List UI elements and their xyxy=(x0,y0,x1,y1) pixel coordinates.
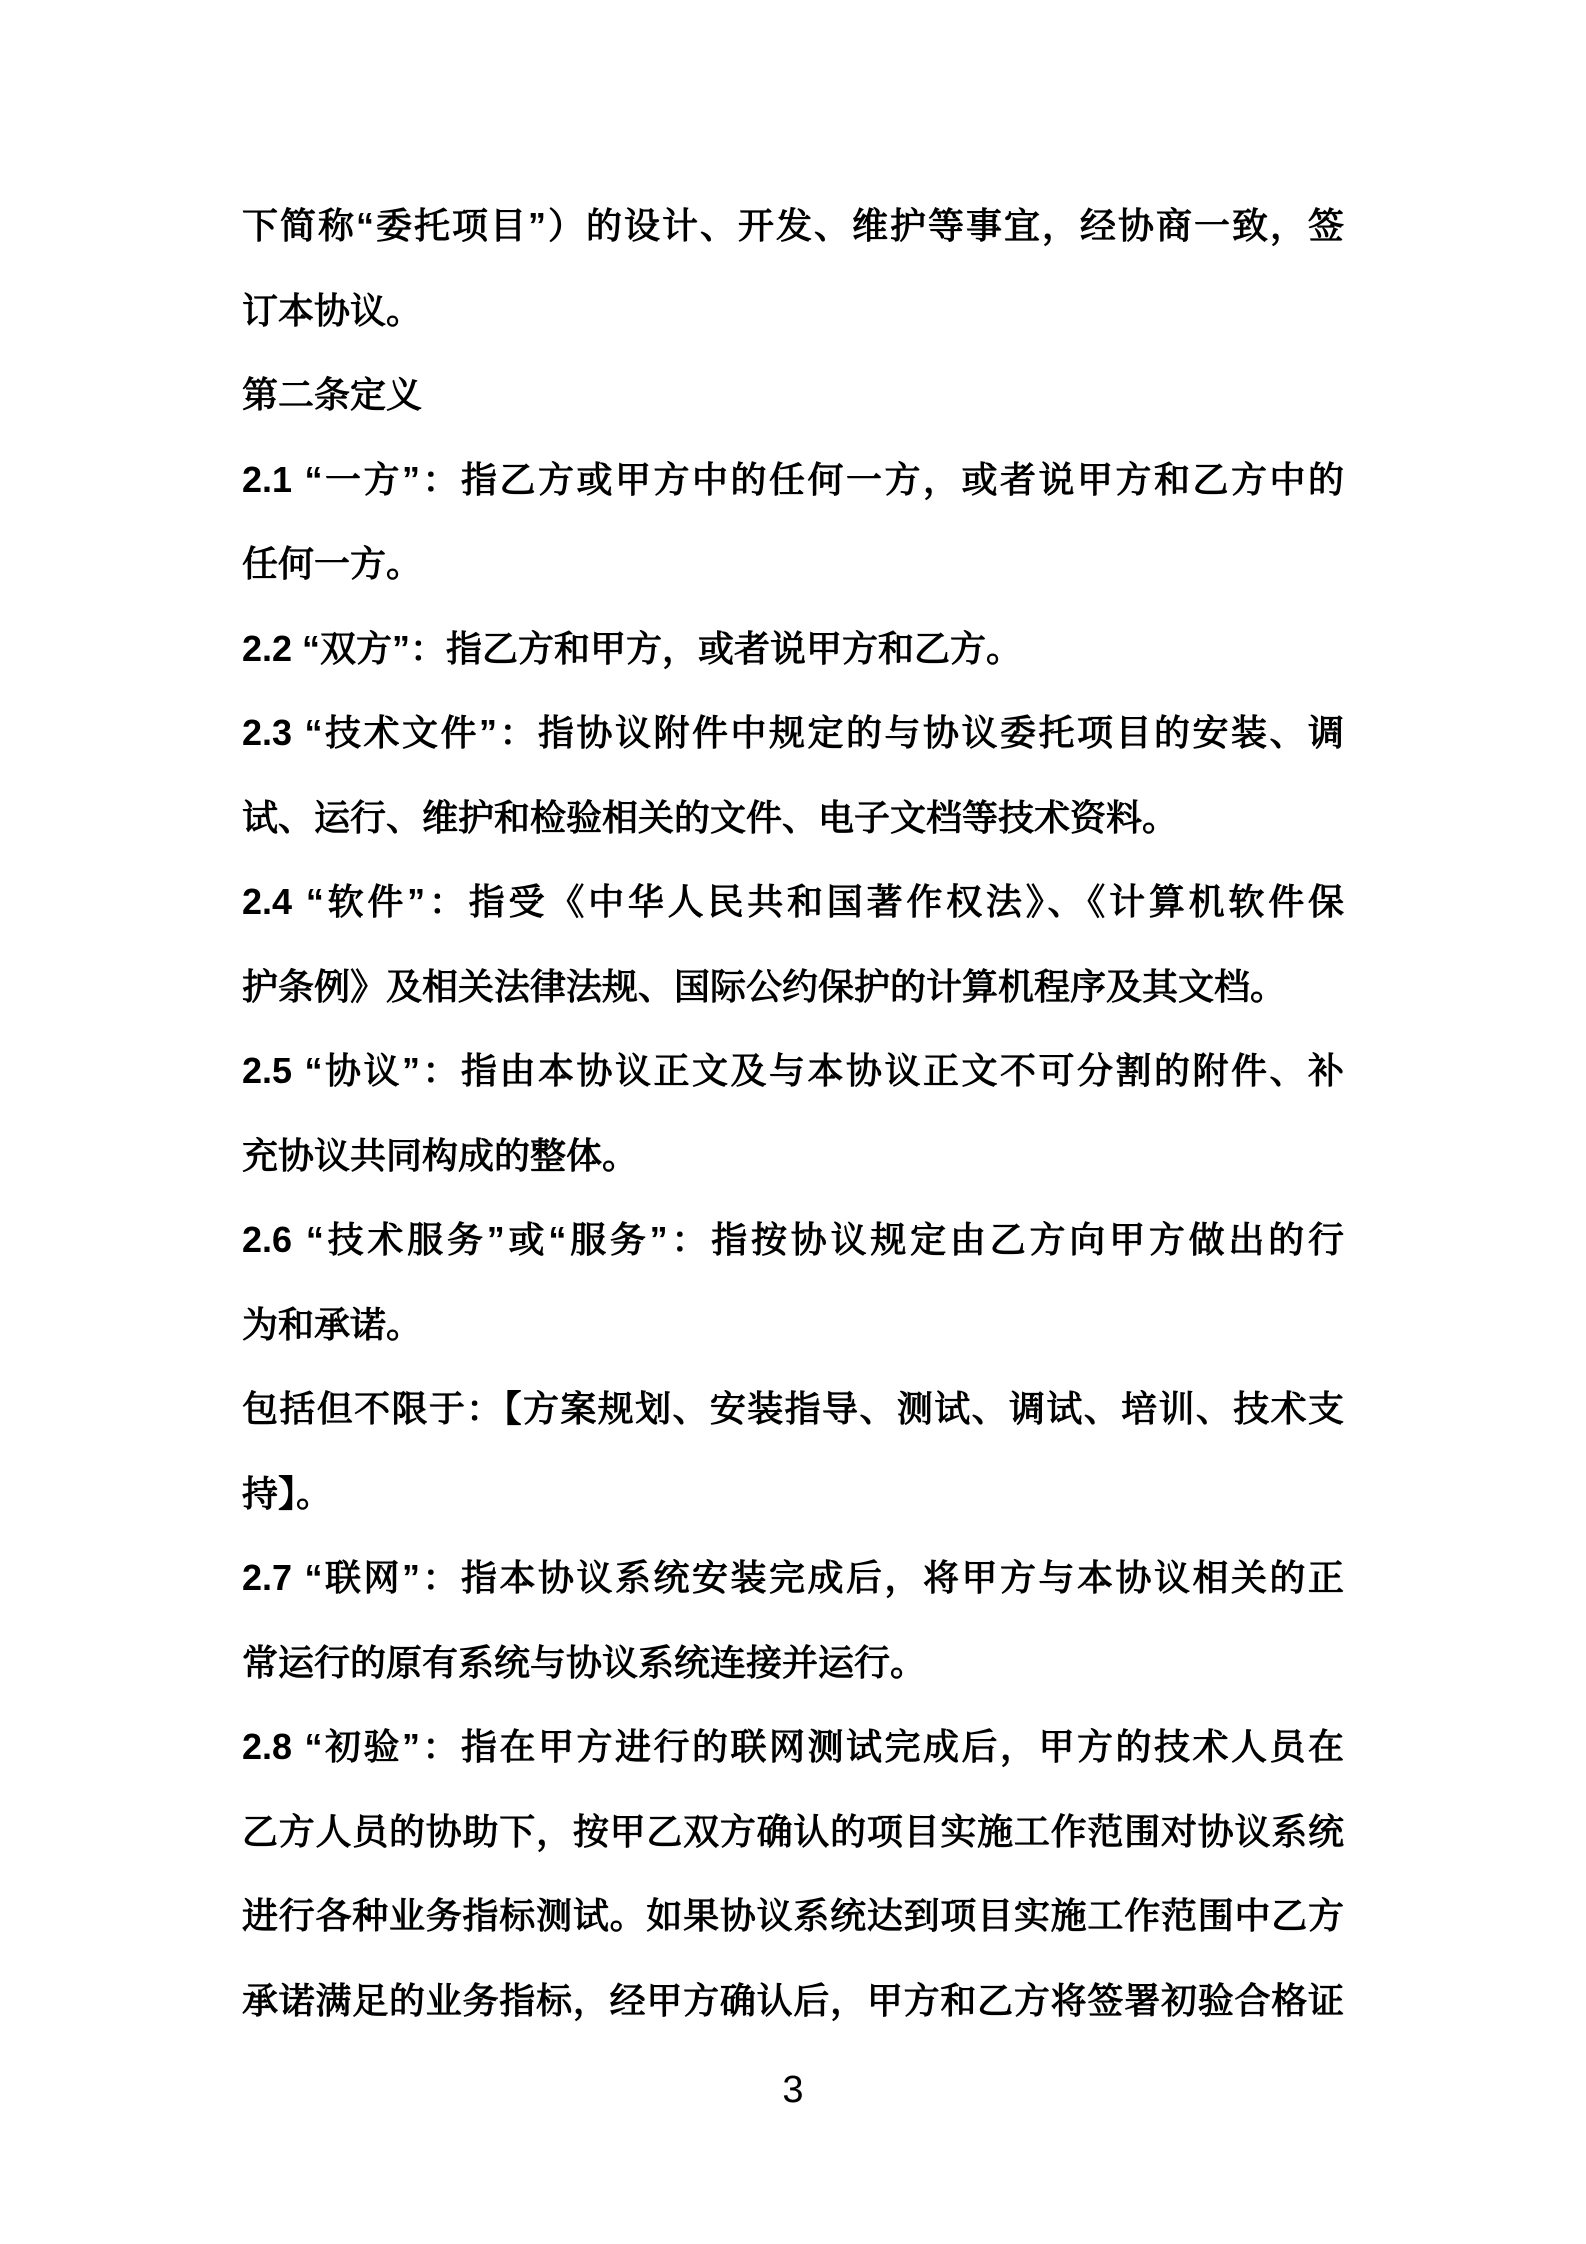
text-line: 常运行的原有系统与协议系统连接并运行。 xyxy=(242,1641,927,1683)
document-body xyxy=(242,184,1344,2043)
text-line: 2.1 “一方”：指乙方或甲方中的任何一方，或者说甲方和乙方中的 xyxy=(242,458,1344,500)
text-line: 2.3 “技术文件”：指协议附件中规定的与协议委托项目的安装、调 xyxy=(242,712,1344,753)
text-line: 任何一方。 xyxy=(242,543,423,584)
text-line: 护条例》及相关法律法规、国际公约保护的计算机程序及其文档。 xyxy=(242,965,1287,1007)
text-line: 充协议共同构成的整体。 xyxy=(242,1134,639,1176)
text-line: 为和承诺。 xyxy=(242,1303,423,1345)
text-line: 试、运行、维护和检验相关的文件、电子文档等技术资料。 xyxy=(242,796,1179,838)
text-line: 订本协议。 xyxy=(242,289,423,331)
text-line: 进行各种业务指标测试。如果协议系统达到项目实施工作范围中乙方 xyxy=(242,1895,1344,1936)
text-line: 下简称“委托项目”）的设计、开发、维护等事宜，经协商一致，签 xyxy=(242,205,1344,246)
text-line: 承诺满足的业务指标，经甲方确认后，甲方和乙方将签署初验合格证 xyxy=(242,1979,1344,2021)
text-line: 包括但不限于：【方案规划、安装指导、测试、调试、培训、技术支 xyxy=(242,1388,1344,1429)
text-line: 乙方人员的协助下，按甲乙双方确认的项目实施工作范围对协议系统 xyxy=(242,1810,1344,1852)
text-line: 2.7 “联网”：指本协议系统安装完成后，将甲方与本协议相关的正 xyxy=(242,1557,1344,1598)
page-number: 3 xyxy=(782,2069,804,2111)
text-line: 2.2 “双方”：指乙方和甲方，或者说甲方和乙方。 xyxy=(242,627,1023,669)
text-line: 2.6 “技术服务”或“服务”：指按协议规定由乙方向甲方做出的行 xyxy=(242,1219,1344,1260)
text-line: 持】。 xyxy=(242,1472,333,1514)
text-line: 2.5 “协议”：指由本协议正文及与本协议正文不可分割的附件、补 xyxy=(242,1050,1344,1091)
text-line: 2.4 “软件”：指受《中华人民共和国著作权法》、《计算机软件保 xyxy=(242,881,1344,922)
text-line: 2.8 “初验”：指在甲方进行的联网测试完成后，甲方的技术人员在 xyxy=(242,1726,1344,1767)
section-heading: 第二条定义 xyxy=(242,374,423,415)
